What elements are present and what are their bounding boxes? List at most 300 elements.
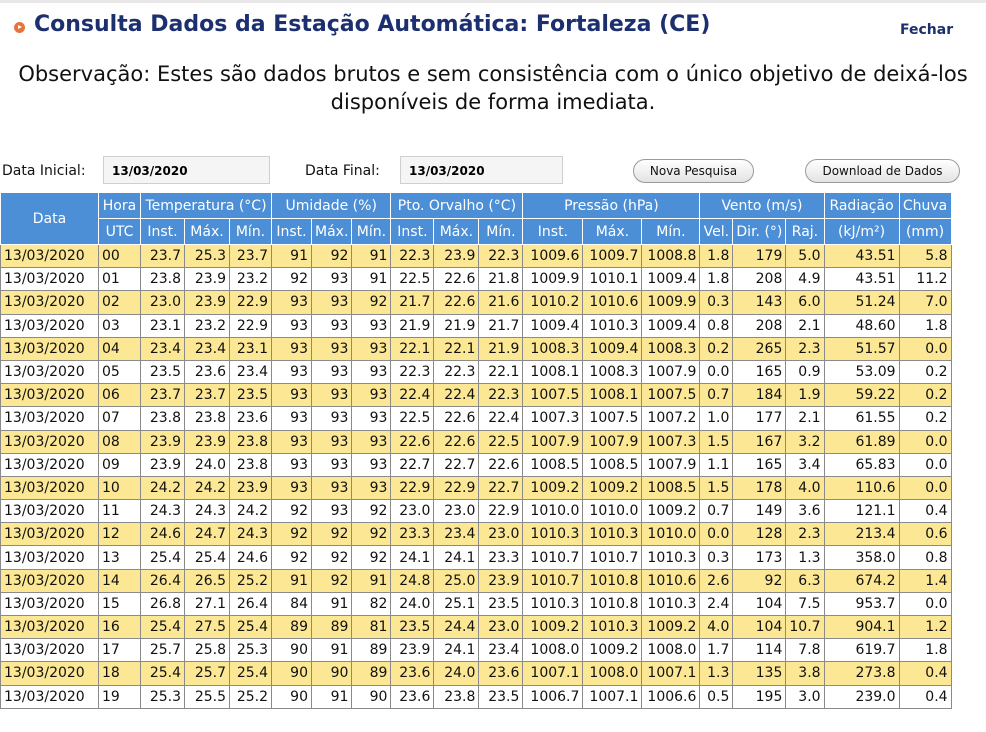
table-cell: 208	[733, 314, 786, 337]
table-cell: 48.60	[824, 314, 899, 337]
table-cell: 00	[99, 245, 141, 268]
table-cell: 25.4	[141, 616, 185, 639]
table-cell: 23.0	[141, 291, 185, 314]
table-cell: 13/03/2020	[1, 430, 99, 453]
table-cell: 23.2	[185, 314, 230, 337]
table-cell: 18	[99, 662, 141, 685]
table-cell: 23.0	[479, 523, 523, 546]
table-cell: 1010.3	[583, 523, 642, 546]
table-cell: 21.9	[479, 337, 523, 360]
table-cell: 59.22	[824, 384, 899, 407]
table-cell: 43.51	[824, 245, 899, 268]
sub-header: Mín.	[479, 219, 523, 245]
table-cell: 13/03/2020	[1, 360, 99, 383]
table-cell: 19	[99, 685, 141, 708]
table-cell: 24.6	[141, 523, 185, 546]
table-cell: 3.0	[786, 685, 824, 708]
table-cell: 02	[99, 291, 141, 314]
table-cell: 1010.6	[642, 569, 700, 592]
table-cell: 23.9	[185, 268, 230, 291]
table-cell: 4.0	[700, 616, 733, 639]
table-cell: 24.1	[434, 639, 479, 662]
table-cell: 93	[312, 291, 352, 314]
table-cell: 21.9	[434, 314, 479, 337]
table-cell: 22.3	[434, 360, 479, 383]
table-cell: 93	[272, 453, 312, 476]
table-cell: 81	[352, 616, 391, 639]
table-cell: 25.8	[185, 639, 230, 662]
table-cell: 90	[272, 685, 312, 708]
table-cell: 1007.3	[523, 407, 583, 430]
col-data-header: Data	[1, 193, 99, 245]
table-cell: 92	[272, 268, 312, 291]
table-cell: 22.7	[391, 453, 434, 476]
table-cell: 93	[352, 430, 391, 453]
table-cell: 22.5	[479, 430, 523, 453]
table-row	[1, 430, 952, 453]
table-cell: 12	[99, 523, 141, 546]
table-cell: 93	[312, 384, 352, 407]
table-cell: 7.0	[899, 291, 951, 314]
table-cell: 23.9	[141, 453, 185, 476]
table-cell: 92	[352, 546, 391, 569]
table-cell: 167	[733, 430, 786, 453]
table-cell: 13/03/2020	[1, 384, 99, 407]
table-cell: 1007.2	[642, 407, 700, 430]
table-cell: 24.0	[185, 453, 230, 476]
table-cell: 0.2	[899, 360, 951, 383]
table-cell: 1006.7	[523, 685, 583, 708]
table-cell: 1009.4	[642, 314, 700, 337]
table-cell: 93	[312, 453, 352, 476]
table-cell: 1008.5	[583, 453, 642, 476]
table-cell: 184	[733, 384, 786, 407]
table-row	[1, 314, 952, 337]
table-cell: 89	[272, 616, 312, 639]
table-cell: 21.7	[479, 314, 523, 337]
table-cell: 23.4	[479, 639, 523, 662]
table-cell: 1.3	[786, 546, 824, 569]
table-cell: 89	[352, 662, 391, 685]
table-cell: 13/03/2020	[1, 268, 99, 291]
table-row	[1, 453, 952, 476]
table-cell: 82	[352, 592, 391, 615]
table-cell: 92	[352, 291, 391, 314]
table-row	[1, 291, 952, 314]
table-cell: 23.8	[230, 453, 272, 476]
table-row	[1, 616, 952, 639]
table-cell: 22.4	[391, 384, 434, 407]
table-cell: 93	[272, 337, 312, 360]
table-cell: 1008.1	[583, 384, 642, 407]
table-cell: 23.4	[230, 360, 272, 383]
table-cell: 93	[352, 476, 391, 499]
top-divider	[0, 0, 986, 3]
table-cell: 1009.4	[642, 268, 700, 291]
table-cell: 1010.3	[523, 523, 583, 546]
table-cell: 92	[312, 569, 352, 592]
table-row	[1, 500, 952, 523]
table-cell: 90	[272, 662, 312, 685]
table-cell: 104	[733, 616, 786, 639]
table-cell: 7.5	[786, 592, 824, 615]
table-cell: 0.6	[899, 523, 951, 546]
table-cell: 0.0	[899, 476, 951, 499]
table-cell: 1010.7	[523, 546, 583, 569]
table-cell: 23.5	[479, 592, 523, 615]
table-cell: 90	[312, 662, 352, 685]
table-cell: 1.1	[700, 453, 733, 476]
table-cell: 93	[352, 453, 391, 476]
table-cell: 13/03/2020	[1, 546, 99, 569]
table-cell: 25.3	[141, 685, 185, 708]
table-cell: 1010.0	[642, 523, 700, 546]
col-temperatura-header: Temperatura (°C)	[141, 193, 272, 219]
table-cell: 91	[272, 569, 312, 592]
table-cell: 10.7	[786, 616, 824, 639]
table-cell: 91	[352, 569, 391, 592]
table-cell: 25.4	[141, 662, 185, 685]
table-cell: 2.1	[786, 314, 824, 337]
table-cell: 1.9	[786, 384, 824, 407]
table-row	[1, 245, 952, 268]
table-cell: 25.4	[230, 616, 272, 639]
table-cell: 23.1	[230, 337, 272, 360]
table-cell: 23.0	[391, 500, 434, 523]
table-cell: 23.4	[185, 337, 230, 360]
table-cell: 25.4	[230, 662, 272, 685]
close-link[interactable]: Fechar	[900, 22, 954, 38]
table-cell: 27.5	[185, 616, 230, 639]
table-cell: 0.0	[899, 592, 951, 615]
table-cell: 23.7	[230, 245, 272, 268]
sub-header: Mín.	[642, 219, 700, 245]
table-cell: 23.4	[434, 523, 479, 546]
table-cell: 1009.7	[583, 245, 642, 268]
table-cell: 1010.8	[583, 592, 642, 615]
table-cell: 0.0	[899, 453, 951, 476]
table-cell: 93	[312, 268, 352, 291]
table-cell: 93	[312, 407, 352, 430]
table-cell: 24.3	[230, 523, 272, 546]
table-cell: 1008.0	[642, 639, 700, 662]
table-cell: 22.6	[434, 291, 479, 314]
table-cell: 25.7	[185, 662, 230, 685]
table-cell: 22.3	[391, 245, 434, 268]
sub-header: Máx.	[312, 219, 352, 245]
table-cell: 674.2	[824, 569, 899, 592]
table-cell: 1008.3	[642, 337, 700, 360]
table-cell: 93	[352, 407, 391, 430]
end-date-label: Data Final:	[305, 163, 380, 179]
table-cell: 92	[272, 546, 312, 569]
table-cell: 1007.5	[523, 384, 583, 407]
table-cell: 22.7	[434, 453, 479, 476]
table-cell: 110.6	[824, 476, 899, 499]
table-cell: 93	[312, 337, 352, 360]
table-cell: 23.9	[434, 245, 479, 268]
table-cell: 93	[312, 430, 352, 453]
table-cell: 1009.6	[523, 245, 583, 268]
col-hora-header: Hora	[99, 193, 141, 219]
table-cell: 93	[272, 291, 312, 314]
table-cell: 21.6	[479, 291, 523, 314]
table-cell: 51.57	[824, 337, 899, 360]
new-search-button[interactable]: Nova Pesquisa	[633, 159, 754, 183]
table-cell: 13/03/2020	[1, 616, 99, 639]
table-cell: 22.1	[479, 360, 523, 383]
table-cell: 91	[272, 245, 312, 268]
table-cell: 13/03/2020	[1, 592, 99, 615]
table-cell: 1007.9	[523, 430, 583, 453]
table-cell: 22.6	[434, 268, 479, 291]
table-cell: 23.3	[391, 523, 434, 546]
table-cell: 25.3	[230, 639, 272, 662]
table-cell: 1007.9	[642, 360, 700, 383]
table-cell: 07	[99, 407, 141, 430]
table-cell: 1009.4	[583, 337, 642, 360]
table-cell: 91	[312, 592, 352, 615]
table-cell: 25.5	[185, 685, 230, 708]
table-cell: 7.8	[786, 639, 824, 662]
sub-header: Inst.	[141, 219, 185, 245]
table-cell: 61.55	[824, 407, 899, 430]
table-cell: 22.6	[479, 453, 523, 476]
table-cell: 0.0	[700, 523, 733, 546]
table-row	[1, 639, 952, 662]
table-cell: 23.8	[230, 430, 272, 453]
table-cell: 13/03/2020	[1, 662, 99, 685]
sub-header: Vel.	[700, 219, 733, 245]
table-cell: 93	[352, 337, 391, 360]
table-cell: 22.9	[230, 314, 272, 337]
table-cell: 24.7	[185, 523, 230, 546]
sub-header: Inst.	[272, 219, 312, 245]
table-cell: 177	[733, 407, 786, 430]
table-cell: 24.1	[391, 546, 434, 569]
table-cell: 04	[99, 337, 141, 360]
table-cell: 0.5	[700, 685, 733, 708]
sub-header: Inst.	[523, 219, 583, 245]
table-cell: 21.9	[391, 314, 434, 337]
table-cell: 3.6	[786, 500, 824, 523]
table-cell: 92	[352, 500, 391, 523]
table-cell: 13/03/2020	[1, 569, 99, 592]
download-data-button[interactable]: Download de Dados	[805, 159, 960, 183]
table-cell: 25.2	[230, 685, 272, 708]
table-cell: 1.8	[899, 314, 951, 337]
table-cell: 195	[733, 685, 786, 708]
sub-header: Máx.	[583, 219, 642, 245]
table-row	[1, 268, 952, 291]
table-cell: 22.9	[230, 291, 272, 314]
table-cell: 22.3	[391, 360, 434, 383]
col-radiacao-header: Radiação	[824, 193, 899, 219]
table-cell: 13/03/2020	[1, 314, 99, 337]
table-cell: 1.8	[700, 245, 733, 268]
table-cell: 1010.7	[523, 569, 583, 592]
table-cell: 1010.0	[583, 500, 642, 523]
table-cell: 1010.2	[523, 291, 583, 314]
table-cell: 23.2	[230, 268, 272, 291]
table-cell: 91	[352, 245, 391, 268]
table-cell: 93	[312, 314, 352, 337]
table-cell: 06	[99, 384, 141, 407]
table-cell: 91	[352, 268, 391, 291]
table-cell: 23.9	[479, 569, 523, 592]
table-cell: 92	[352, 523, 391, 546]
table-cell: 173	[733, 546, 786, 569]
table-cell: 23.4	[141, 337, 185, 360]
table-cell: 23.0	[434, 500, 479, 523]
table-cell: 3.4	[786, 453, 824, 476]
table-cell: 1009.9	[523, 268, 583, 291]
table-cell: 1006.6	[642, 685, 700, 708]
table-cell: 0.2	[700, 337, 733, 360]
sub-header: (kJ/m²)	[824, 219, 899, 245]
table-cell: 2.3	[786, 523, 824, 546]
table-cell: 1010.3	[642, 592, 700, 615]
table-cell: 23.7	[185, 384, 230, 407]
table-cell: 93	[272, 360, 312, 383]
table-cell: 1.4	[899, 569, 951, 592]
table-cell: 0.8	[899, 546, 951, 569]
table-cell: 22.6	[434, 430, 479, 453]
header-sub-row	[1, 219, 952, 245]
table-cell: 91	[312, 685, 352, 708]
end-date-field[interactable]: 13/03/2020	[400, 156, 563, 184]
table-row	[1, 546, 952, 569]
table-cell: 1010.0	[523, 500, 583, 523]
table-cell: 114	[733, 639, 786, 662]
table-cell: 23.9	[230, 476, 272, 499]
table-cell: 1008.5	[642, 476, 700, 499]
table-cell: 23.8	[434, 685, 479, 708]
table-cell: 1007.9	[642, 453, 700, 476]
table-cell: 3.8	[786, 662, 824, 685]
table-cell: 0.3	[700, 291, 733, 314]
table-cell: 22.1	[434, 337, 479, 360]
table-cell: 239.0	[824, 685, 899, 708]
table-cell: 13/03/2020	[1, 500, 99, 523]
table-cell: 1.7	[700, 639, 733, 662]
sub-header: Raj.	[786, 219, 824, 245]
table-cell: 23.6	[391, 685, 434, 708]
table-cell: 21.7	[391, 291, 434, 314]
table-cell: 143	[733, 291, 786, 314]
table-cell: 22.9	[391, 476, 434, 499]
table-cell: 2.3	[786, 337, 824, 360]
table-cell: 25.0	[434, 569, 479, 592]
table-cell: 1008.1	[523, 360, 583, 383]
table-cell: 93	[352, 314, 391, 337]
table-row	[1, 662, 952, 685]
table-cell: 24.2	[230, 500, 272, 523]
table-cell: 1010.8	[583, 569, 642, 592]
table-cell: 24.0	[434, 662, 479, 685]
col-umidade-header: Umidade (%)	[272, 193, 391, 219]
table-cell: 1.2	[899, 616, 951, 639]
table-cell: 23.7	[141, 245, 185, 268]
table-cell: 13/03/2020	[1, 291, 99, 314]
table-cell: 1009.9	[642, 291, 700, 314]
table-cell: 0.3	[700, 546, 733, 569]
table-cell: 1009.2	[523, 476, 583, 499]
table-cell: 61.89	[824, 430, 899, 453]
table-cell: 0.7	[700, 384, 733, 407]
table-cell: 24.2	[141, 476, 185, 499]
table-cell: 0.2	[899, 407, 951, 430]
table-cell: 22.6	[434, 407, 479, 430]
table-cell: 265	[733, 337, 786, 360]
table-cell: 1010.1	[583, 268, 642, 291]
table-cell: 23.8	[185, 407, 230, 430]
data-table	[0, 192, 952, 709]
table-cell: 43.51	[824, 268, 899, 291]
table-cell: 90	[352, 685, 391, 708]
table-cell: 27.1	[185, 592, 230, 615]
table-cell: 3.2	[786, 430, 824, 453]
table-cell: 23.9	[391, 639, 434, 662]
table-row	[1, 407, 952, 430]
disclaimer-note: Observação: Estes são dados brutos e sem consistência com o único objetivo de deixá-los disponíveis de forma imediata.	[18, 62, 968, 114]
table-cell: 179	[733, 245, 786, 268]
table-cell: 1007.1	[523, 662, 583, 685]
table-cell: 92	[733, 569, 786, 592]
table-cell: 24.2	[185, 476, 230, 499]
table-cell: 93	[272, 476, 312, 499]
table-cell: 23.3	[479, 546, 523, 569]
col-orvalho-header: Pto. Orvalho (°C)	[391, 193, 523, 219]
table-row	[1, 337, 952, 360]
table-cell: 1.3	[700, 662, 733, 685]
table-cell: 24.1	[434, 546, 479, 569]
table-cell: 953.7	[824, 592, 899, 615]
table-cell: 149	[733, 500, 786, 523]
header-group-row	[1, 193, 952, 219]
table-cell: 1008.0	[523, 639, 583, 662]
table-cell: 22.3	[479, 245, 523, 268]
table-cell: 22.1	[391, 337, 434, 360]
start-date-label: Data Inicial:	[2, 163, 86, 179]
table-cell: 90	[272, 639, 312, 662]
table-cell: 165	[733, 360, 786, 383]
table-cell: 1008.8	[642, 245, 700, 268]
col-vento-header: Vento (m/s)	[700, 193, 824, 219]
table-cell: 6.0	[786, 291, 824, 314]
table-cell: 1010.3	[583, 314, 642, 337]
table-cell: 0.0	[700, 360, 733, 383]
table-cell: 1009.2	[642, 500, 700, 523]
sub-header: Máx.	[185, 219, 230, 245]
table-cell: 92	[312, 523, 352, 546]
table-cell: 13/03/2020	[1, 453, 99, 476]
start-date-field[interactable]: 13/03/2020	[103, 156, 270, 184]
table-cell: 16	[99, 616, 141, 639]
table-row	[1, 523, 952, 546]
table-cell: 13/03/2020	[1, 245, 99, 268]
table-cell: 1010.6	[583, 291, 642, 314]
table-cell: 21.8	[479, 268, 523, 291]
table-cell: 24.8	[391, 569, 434, 592]
table-cell: 08	[99, 430, 141, 453]
table-cell: 1.8	[700, 268, 733, 291]
table-cell: 0.4	[899, 500, 951, 523]
table-cell: 51.24	[824, 291, 899, 314]
table-cell: 13/03/2020	[1, 407, 99, 430]
table-cell: 23.5	[479, 685, 523, 708]
table-cell: 2.1	[786, 407, 824, 430]
